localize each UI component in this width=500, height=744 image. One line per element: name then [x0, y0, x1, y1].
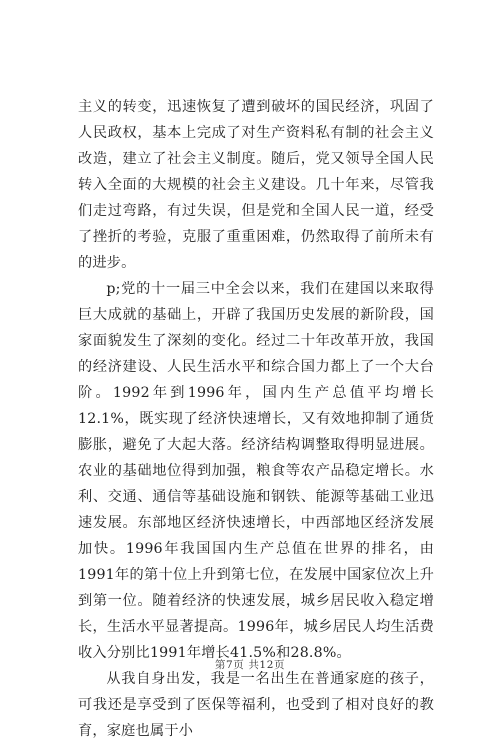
- paragraph-3: 从我自身出发，我是一名出生在普通家庭的孩子，可我还是享受到了医保等福利，也受到了相对良好的教育，家庭也属于小: [78, 671, 434, 739]
- paragraph-1: 主义的转变，迅速恢复了遭到破坏的国民经济，巩固了人民政权，基本上完成了对生产资料私有制的社会主义改造，建立了社会主义制度。随后，党又领导全国人民转入全面的大规模的社会主义建设。几十年来，尽管我们走过弯路，有过失误，但是党和全国人民一道，经受了挫折的考验，克服了重重困难，仍然取得了前所未有的进步。: [78, 99, 434, 271]
- paragraph-2: p;党的十一届三中全会以来，我们在建国以来取得巨大成就的基础上，开辟了我国历史发展的新阶段，国家面貌发生了深刻的变化。经过二十年改革开放，我国的经济建设、人民生活水平和综合国力都上了一个大台阶。1992年到1996年，国内生产总值平均增长12.1%，既实现了经济快速增长，又有效地抑制了通货膨胀，避免了大起大落。经济结构调整取得明显进展。农业的基础地位得到加强，粮食等农产品稳定增长。水利、交通、通信等基础设施和钢铁、能源等基础工业迅速发展。东部地区经济快速增长，中西部地区经济发展加快。1996年我国国内生产总值在世界的排名，由1991年的第十位上升到第七位，在发展中国家位次上升到第一位。随着经济的快速发展，城乡居民收入稳定增长，生活水平显著提高。1996年，城乡居民人均生活费收入分别比1991年增长41.5%和28.8%。: [78, 281, 434, 661]
- document-body: [78, 94, 434, 744]
- page-footer: 第7页 共12页: [214, 659, 286, 671]
